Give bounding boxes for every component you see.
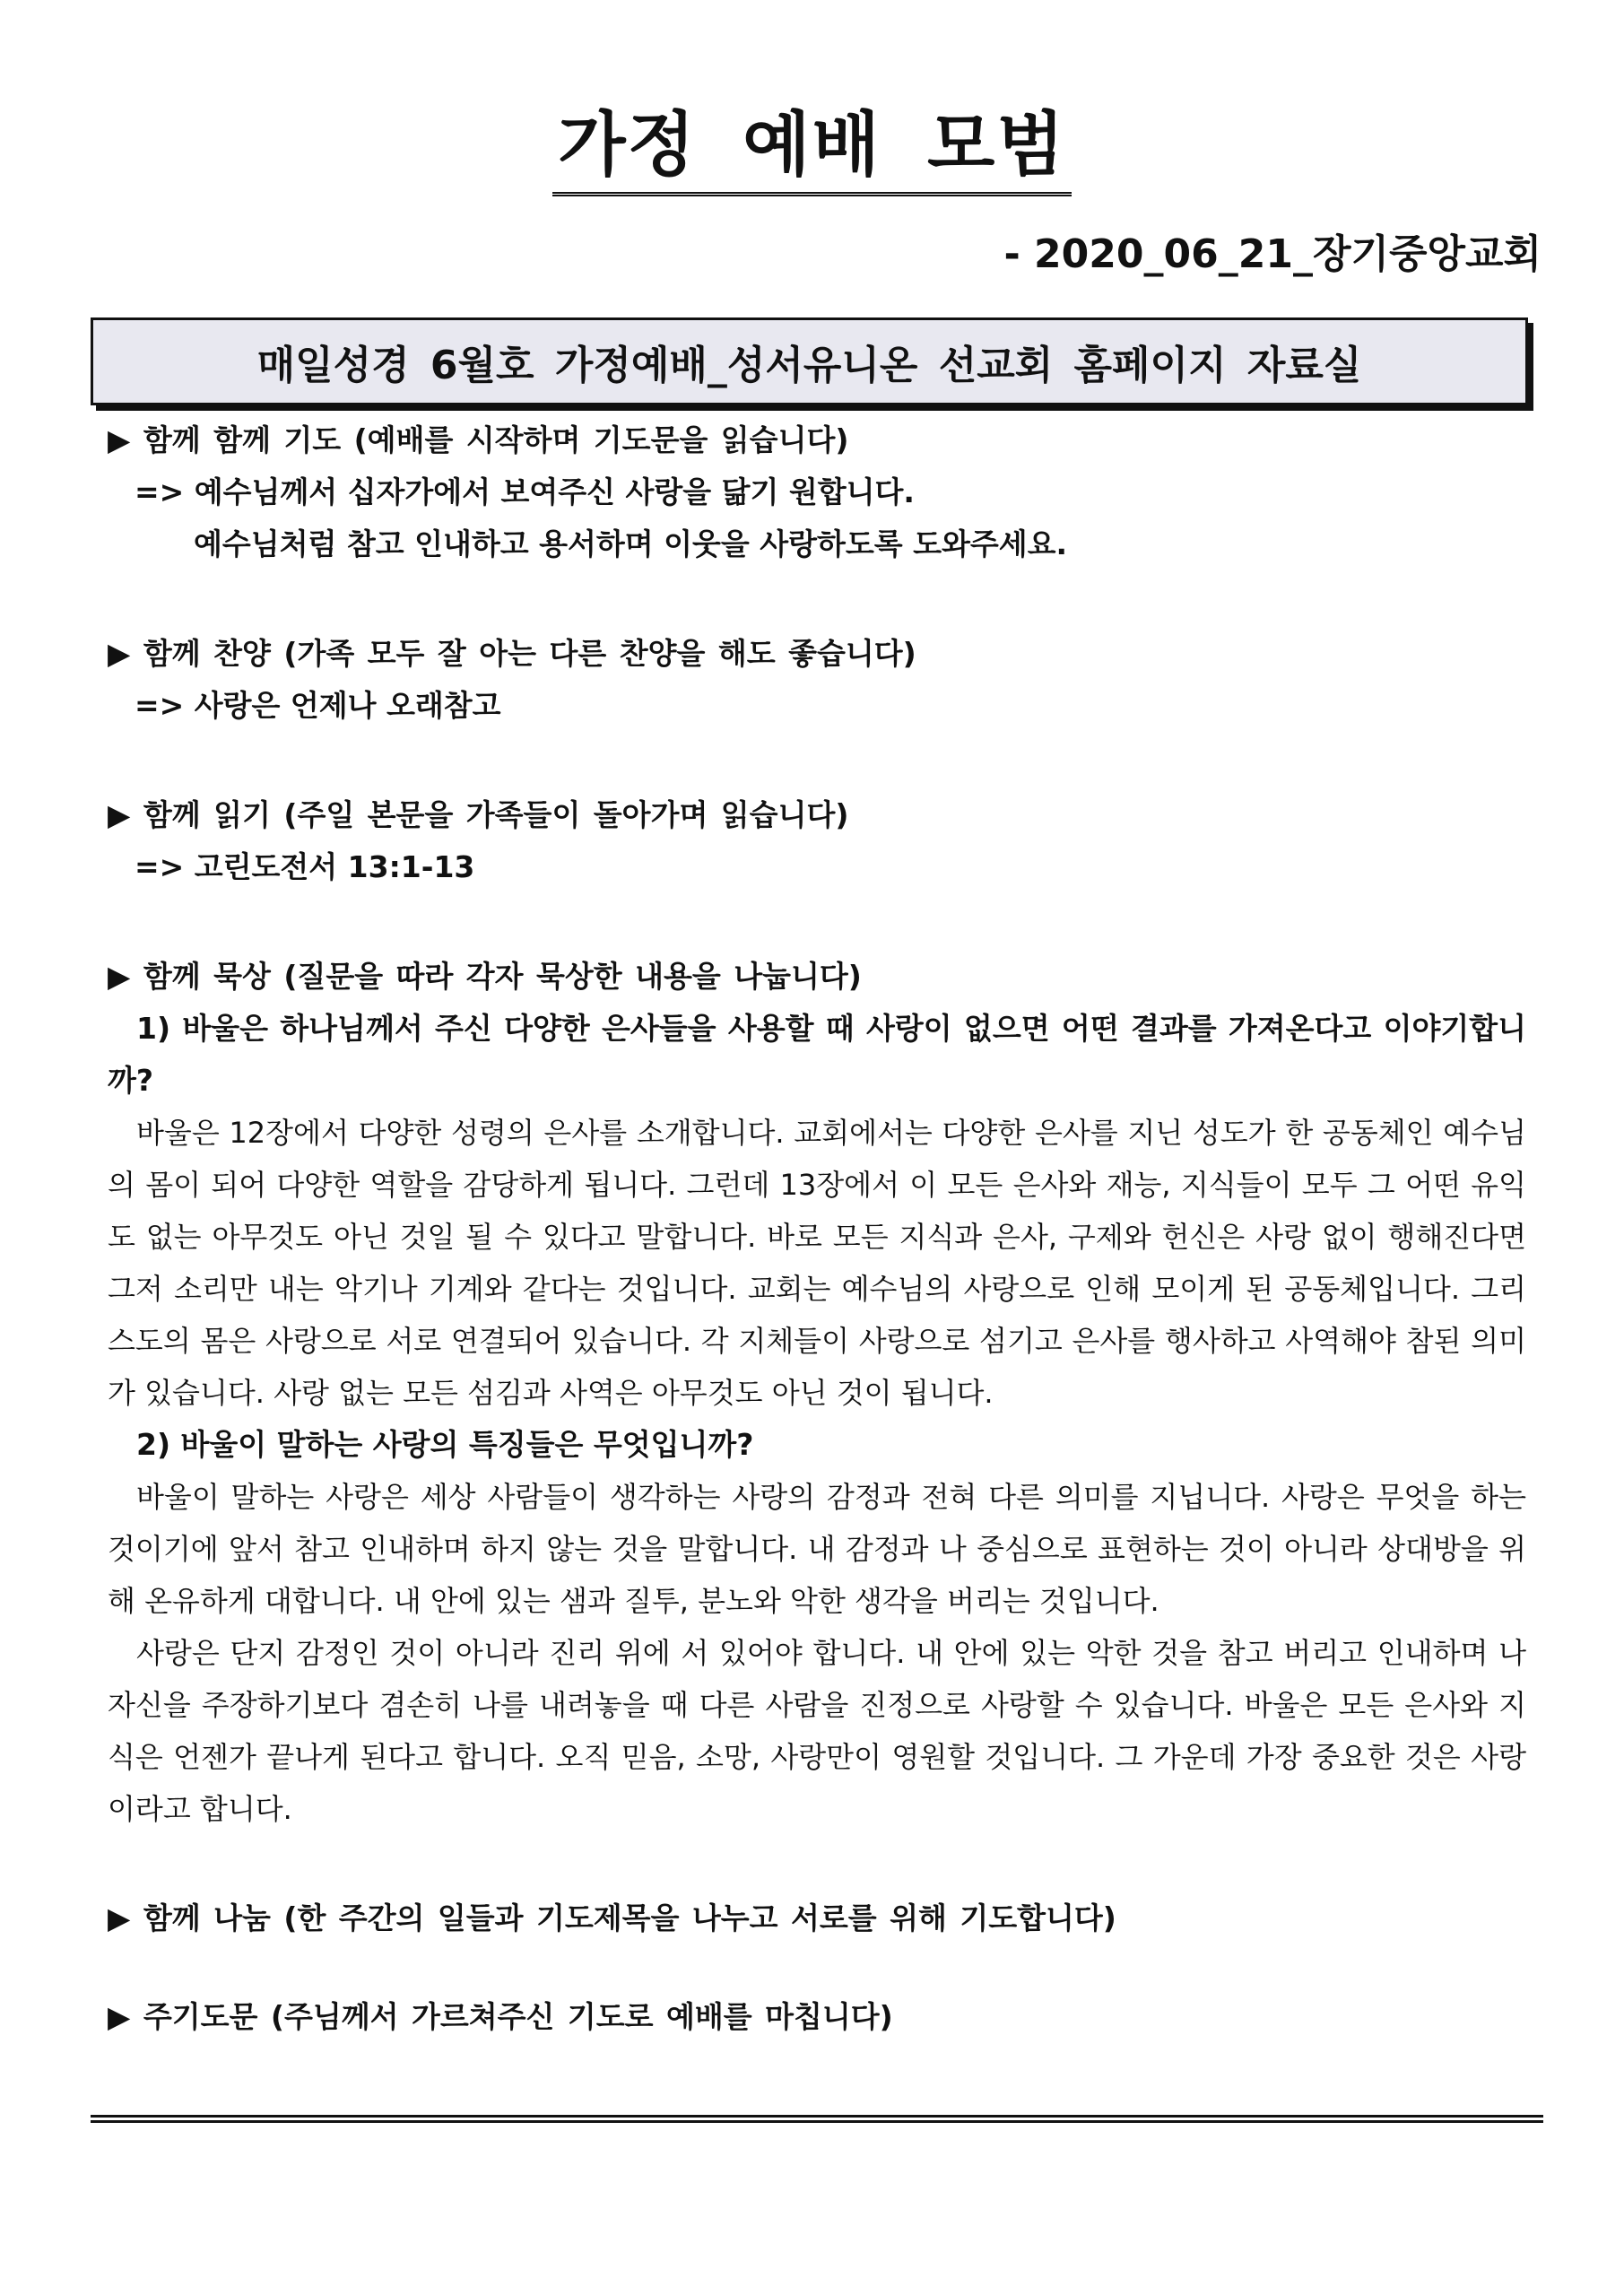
meditation-answer-3: 사랑은 단지 감정인 것이 아니라 진리 위에 서 있어야 합니다. 내 안에 있는 악한 것을 참고 버리고 인내하며 나 자신을 주장하기보다 겸손히 나를 내려놓을 때 다른 사람을 진정으로 사랑할 수 있습니다. 바울은 모든 은사와 지식은 언젠가 끝나게 된다고 합니다. 오직 믿음, 소망, 사랑만이 영원할 것입니다. 그 가운데 가장 중요한 것은 사랑이라고 합니다. — [108, 1636, 1527, 1826]
prayer-line-2: 예수님처럼 참고 인내하고 용서하며 이웃을 사랑하도록 도와주세요. — [194, 526, 1068, 561]
section-heading-meditation: ▶ 함께 묵상 (질문을 따라 각자 묵상한 내용을 나눕니다) — [108, 959, 862, 994]
spacer — [108, 1944, 1526, 1991]
section-heading-praise: ▶ 함께 찬양 (가족 모두 잘 아는 다른 찬양을 해도 좋습니다) — [108, 636, 916, 671]
meditation-answer-1: 바울은 12장에서 다양한 성령의 은사를 소개합니다. 교회에서는 다양한 은사를 지닌 성도가 한 공동체인 예수님의 몸이 되어 다양한 역할을 감당하게 됩니다. 그런데 13장에서 이 모든 은사와 재능, 지식들이 모두 그 어떤 유익도 없는 아무것도 아닌 것일 될 수 있다고 말합니다. 바로 모든 지식과 은사, 구제와 헌신은 사랑 없이 행해진다면 그저 소리만 내는 악기나 기계와 같다는 것입니다. 교회는 예수님의 사랑으로 인해 모이게 된 공동체입니다. 그리스도의 몸은 사랑으로 서로 연결되어 있습니다. 각 지체들이 사랑으로 섬기고 은사를 행사하고 사역해야 참된 의미가 있습니다. 사랑 없는 모든 섬김과 사역은 아무것도 아닌 것이 됩니다. — [108, 1116, 1527, 1410]
page-title: 가정 예배 모범 — [552, 100, 1071, 196]
praise-line-1: => 사랑은 언제나 오래참고 — [135, 688, 501, 723]
prayer-line-1: => 예수님께서 십자가에서 보여주신 사랑을 닮기 원합니다. — [135, 474, 915, 509]
spacer — [108, 570, 1526, 628]
spacer — [108, 732, 1526, 789]
section-heading-sharing: ▶ 함께 나눔 (한 주간의 일들과 기도제목을 나누고 서로를 위해 기도합니다) — [108, 1900, 1116, 1935]
meditation-question-2: 2) 바울이 말하는 사랑의 특징들은 무엇입니까? — [136, 1427, 754, 1462]
section-heading-reading: ▶ 함께 읽기 (주일 본문을 가족들이 돌아가며 읽습니다) — [108, 797, 849, 832]
reading-line-1: => 고린도전서 13:1-13 — [135, 849, 475, 884]
meditation-question-1: 1) 바울은 하나님께서 주신 다양한 은사들을 사용할 때 사랑이 없으면 어떤 결과를 가져온다고 이야기합니까? — [108, 1011, 1526, 1098]
title-wrap — [0, 100, 1624, 196]
header-box — [91, 317, 1528, 405]
spacer — [108, 893, 1526, 951]
content-body — [108, 414, 1526, 2043]
header-box-title: 매일성경 6월호 가정예배_성서유니온 선교회 홈페이지 자료실 — [256, 343, 1362, 388]
dateline: - 2020_06_21_장기중앙교회 — [1003, 231, 1541, 277]
section-heading-lords-prayer: ▶ 주기도문 (주님께서 가르쳐주신 기도로 예배를 마칩니다) — [108, 1999, 893, 2034]
spacer — [108, 1835, 1526, 1892]
meditation-answer-2: 바울이 말하는 사랑은 세상 사람들이 생각하는 사랑의 감정과 전혀 다른 의미를 지닙니다. 사랑은 무엇을 하는 것이기에 앞서 참고 인내하며 하지 않는 것을 말합니다. 내 감정과 나 중심으로 표현하는 것이 아니라 상대방을 위해 온유하게 대합니다. 내 안에 있는 샘과 질투, 분노와 악한 생각을 버리는 것입니다. — [108, 1480, 1526, 1618]
section-heading-prayer: ▶ 함께 함께 기도 (예배를 시작하며 기도문을 읽습니다) — [108, 422, 849, 457]
bottom-divider — [91, 2115, 1543, 2123]
